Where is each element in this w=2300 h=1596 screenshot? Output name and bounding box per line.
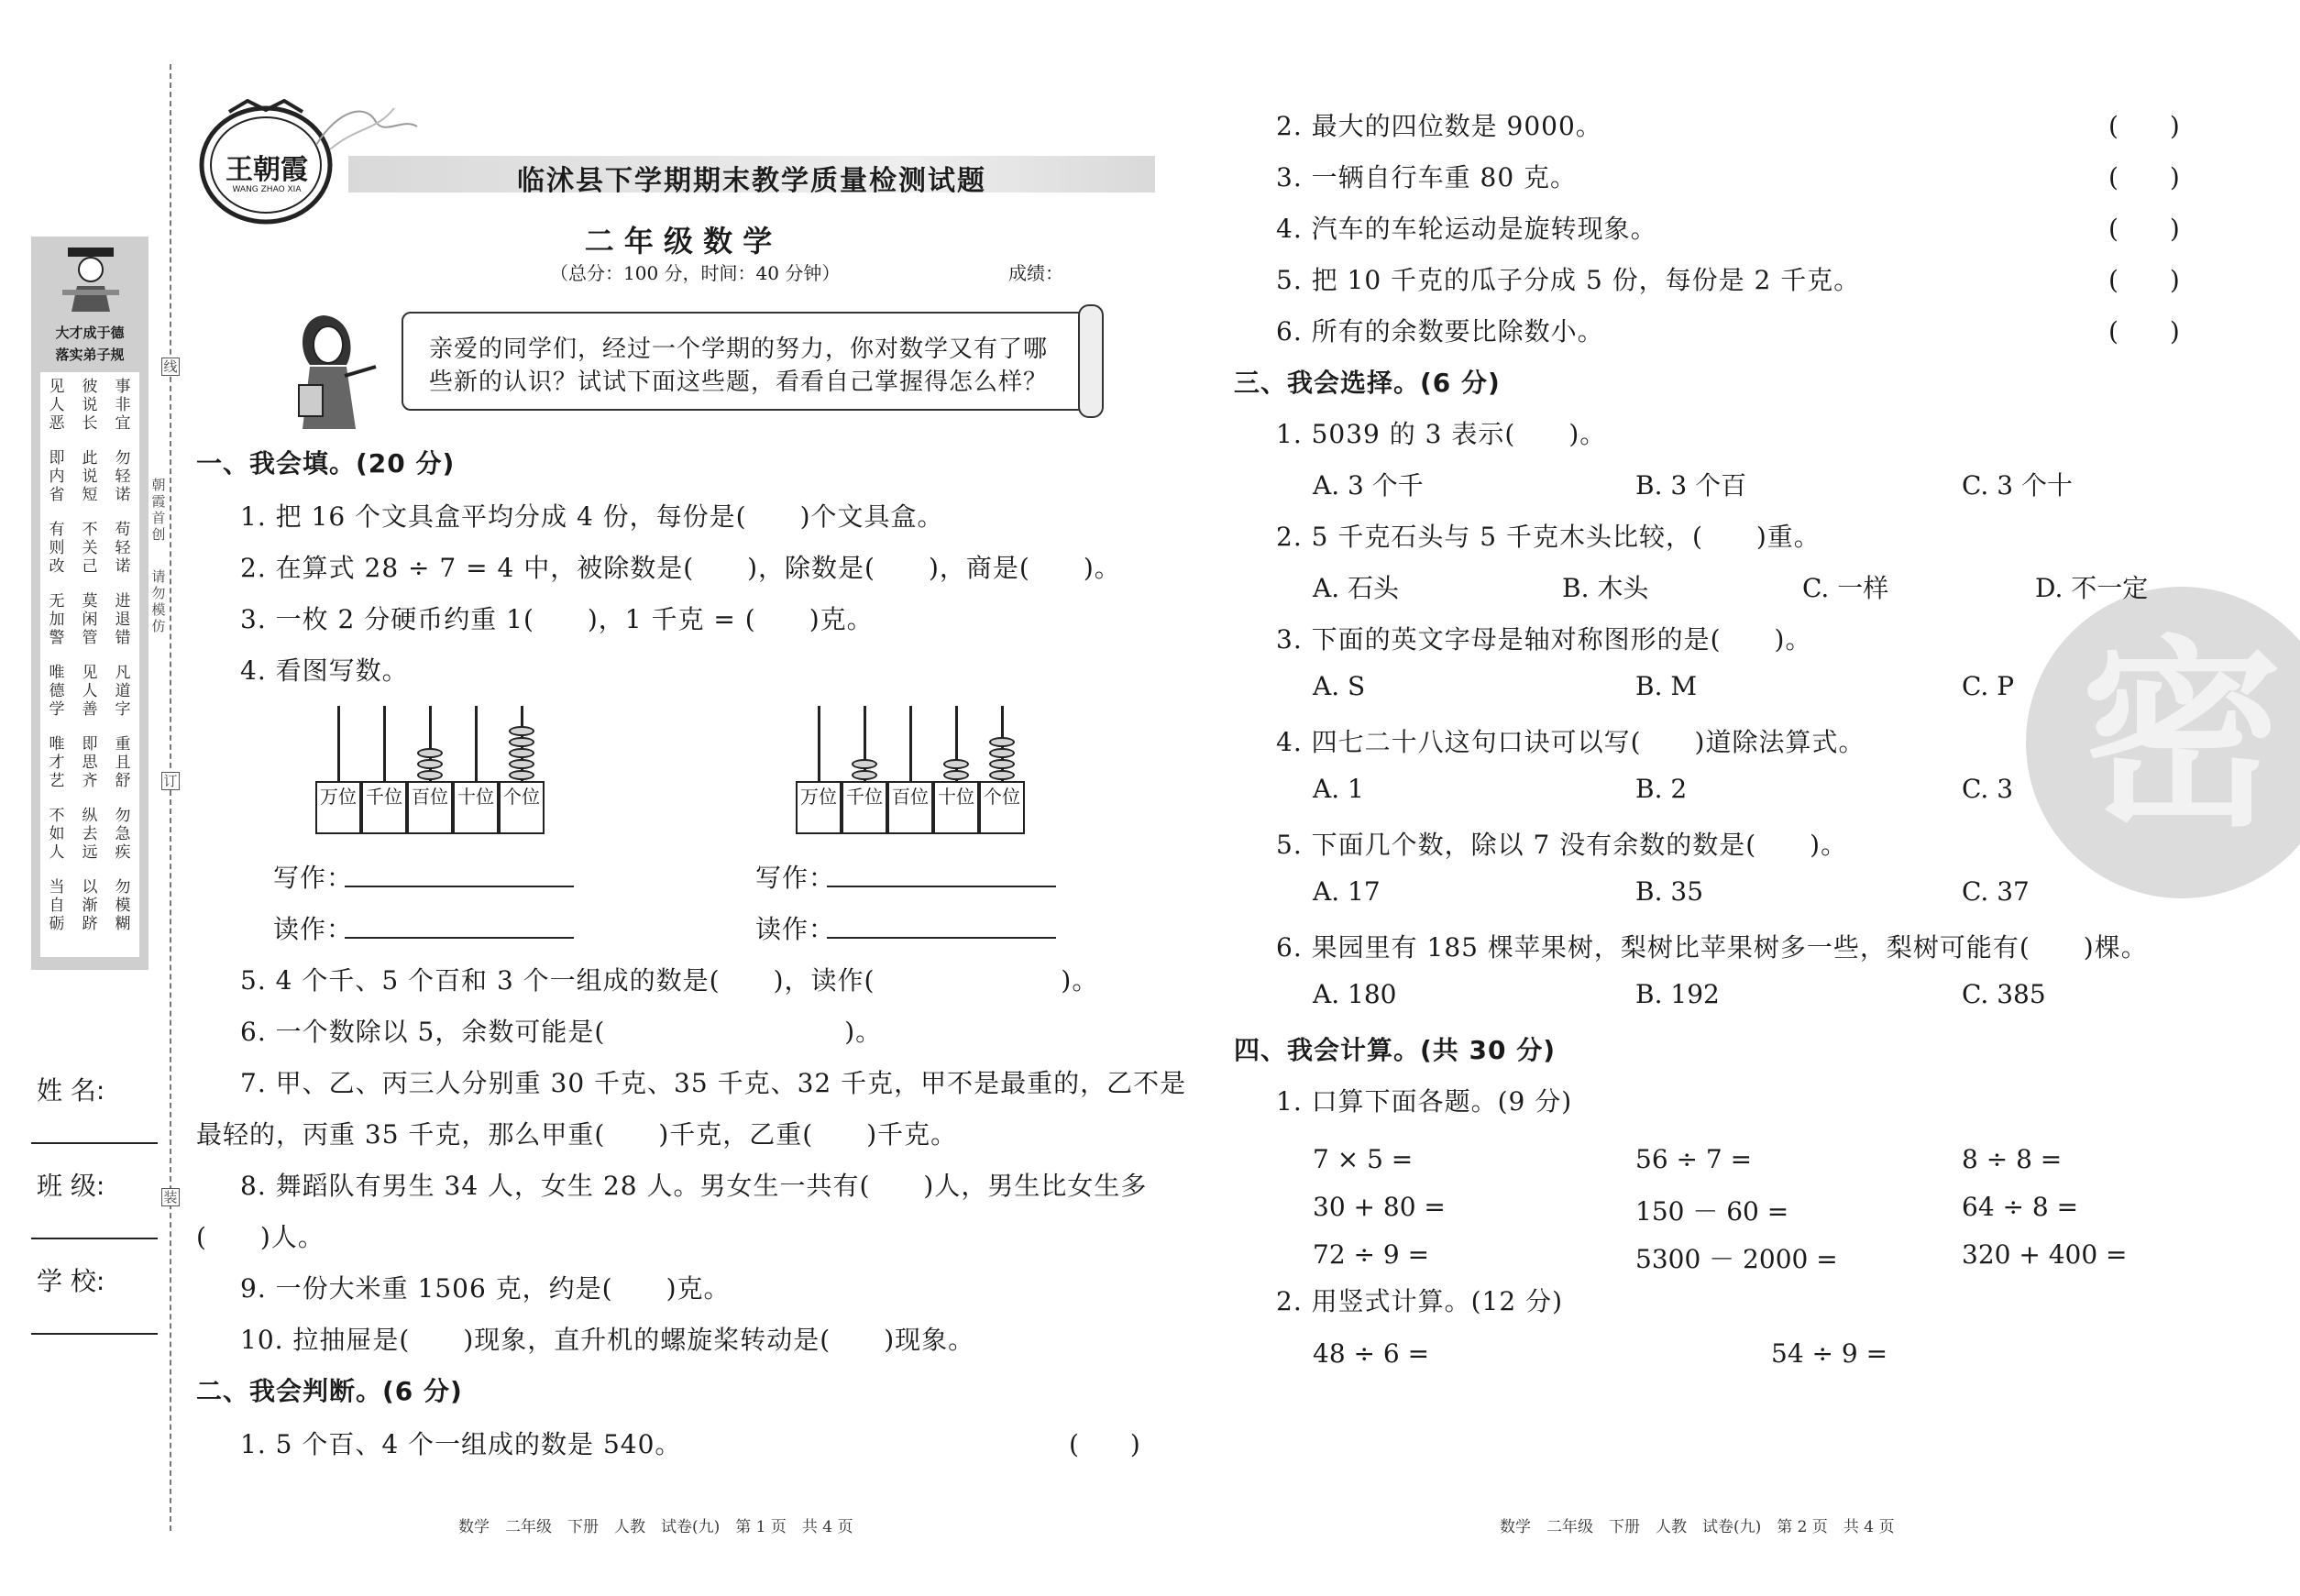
s1-question-5: 5. 4 个千、5 个百和 3 个一组成的数是( )，读作( )。 <box>240 965 1099 996</box>
maxim-phrase: 彼说长 <box>82 378 98 433</box>
confidential-watermark <box>2026 587 2300 935</box>
name-field[interactable] <box>31 1142 158 1144</box>
side-note-copy: 请勿模仿 <box>151 568 166 634</box>
abacus-bead <box>509 748 534 758</box>
maxim-title-2: 落实弟子规 <box>55 347 125 363</box>
choice-4-option-a[interactable]: A. 1 <box>1313 774 1364 804</box>
scroll-roll-icon <box>1078 304 1104 418</box>
abacus-bead <box>509 726 534 736</box>
maxim-phrase: 勿急疾 <box>115 807 131 862</box>
choice-question-2: 2. 5 千克石头与 5 千克木头比较，( )重。 <box>1276 522 1821 552</box>
intro-line-2: 些新的认识？试试下面这些题，看看自己掌握得怎么样？ <box>429 369 1049 396</box>
vertical-calc-item-2: 54 ÷ 9 = <box>1771 1338 1888 1369</box>
choice-question-6: 6. 果园里有 185 棵苹果树，梨树比苹果树多一些，梨树可能有( )棵。 <box>1276 932 2148 963</box>
score-label: 成绩： <box>1008 262 1063 284</box>
s1-question-7a: 7. 甲、乙、丙三人分别重 30 千克、35 千克、32 千克，甲不是最重的，乙不是 <box>240 1068 1187 1098</box>
choice-5-option-a[interactable]: A. 17 <box>1313 876 1381 907</box>
oral-calc-item: 30 + 80 = <box>1313 1192 1446 1222</box>
maxim-phrase: 苟轻诺 <box>115 521 131 576</box>
binding-dashed-line <box>170 64 171 1531</box>
maxim-phrase: 无加警 <box>49 592 65 647</box>
abacus-bead <box>417 748 443 758</box>
right-write-field[interactable] <box>827 886 1056 887</box>
choice-2-option-a[interactable]: A. 石头 <box>1313 573 1400 603</box>
abacus-bead <box>509 770 534 780</box>
s1-question-4: 4. 看图写数。 <box>240 655 409 686</box>
choice-6-option-b[interactable]: B. 192 <box>1635 979 1720 1009</box>
maxim-phrase: 不如人 <box>49 807 65 862</box>
abacus-bead <box>417 770 443 780</box>
abacus-rod <box>383 706 386 783</box>
judge-item-2: 2. 最大的四位数是 9000。 <box>1276 111 1602 141</box>
maxim-title-1: 大才成于德 <box>55 325 125 341</box>
maxim-phrase: 纵去远 <box>82 807 98 862</box>
choice-3-option-c[interactable]: C. P <box>1962 671 2015 701</box>
abacus-place-label: 千位 <box>361 781 407 834</box>
judge-bracket-1[interactable]: ( ) <box>1069 1429 1140 1459</box>
intro-line-1: 亲爱的同学们，经过一个学期的努力，你对数学又有了哪 <box>429 336 1049 363</box>
maxim-phrase: 当自砺 <box>49 878 65 933</box>
oral-calc-item: 64 ÷ 8 = <box>1962 1192 2079 1222</box>
subject-title: 二 年 级 数 学 <box>584 224 773 259</box>
footer-page-1: 数学 二年级 下册 人教 试卷(九) 第 1 页 共 4 页 <box>458 1518 853 1536</box>
choice-2-option-d[interactable]: D. 不一定 <box>2035 573 2149 603</box>
abacus-place-label: 个位 <box>499 781 545 834</box>
judge-item-6: 6. 所有的余数要比除数小。 <box>1276 316 1604 347</box>
choice-1-option-a[interactable]: A. 3 个千 <box>1313 470 1424 501</box>
section-4-title: 四、我会计算。(共 30 分) <box>1234 1035 1557 1065</box>
s1-question-9: 9. 一份大米重 1506 克，约是( )克。 <box>240 1273 731 1304</box>
maxim-column <box>81 378 99 950</box>
abacus-bead <box>943 759 969 769</box>
left-write-label: 写作： <box>273 863 354 893</box>
section-1-title: 一、我会填。(20 分) <box>196 448 456 479</box>
left-read-label: 读作： <box>273 914 354 944</box>
choice-question-5: 5. 下面几个数，除以 7 没有余数的数是( )。 <box>1276 830 1848 860</box>
abacus-place-label: 百位 <box>887 781 933 834</box>
left-read-field[interactable] <box>345 937 574 939</box>
vertical-calc-item-1: 48 ÷ 6 = <box>1313 1338 1430 1369</box>
abacus-bead <box>417 759 443 769</box>
maxim-phrase: 以渐跻 <box>82 878 98 933</box>
judge-bracket-2[interactable]: ( ) <box>2108 111 2180 141</box>
seal-char-bind: 装 <box>161 1188 180 1206</box>
abacus-place-label: 千位 <box>842 781 887 834</box>
s1-question-8a: 8. 舞蹈队有男生 34 人，女生 28 人。男女生一共有( )人，男生比女生多 <box>240 1171 1148 1201</box>
judge-bracket-4[interactable]: ( ) <box>2108 214 2180 244</box>
maxim-phrase: 重且舒 <box>115 735 131 790</box>
maxim-phrase: 勿轻诺 <box>115 449 131 504</box>
choice-5-option-b[interactable]: B. 35 <box>1635 876 1704 907</box>
abacus-rod <box>475 706 478 783</box>
maxim-phrase: 莫闲管 <box>82 592 98 647</box>
maxim-column <box>114 378 132 950</box>
maxim-phrase: 见人恶 <box>49 378 65 433</box>
maxim-phrase: 即思齐 <box>82 735 98 790</box>
maxim-text-area <box>40 372 139 957</box>
judge-bracket-6[interactable]: ( ) <box>2108 316 2180 347</box>
abacus-rod <box>818 706 820 783</box>
side-note-origin: 朝霞首创 <box>151 477 166 543</box>
choice-4-option-b[interactable]: B. 2 <box>1635 774 1688 804</box>
s1-question-3: 3. 一枚 2 分硬币约重 1( )，1 千克 = ( )克。 <box>240 604 874 634</box>
abacus-bead <box>943 770 969 780</box>
abacus-place-label: 个位 <box>979 781 1025 834</box>
footer-page-2: 数学 二年级 下册 人教 试卷(九) 第 2 页 共 4 页 <box>1500 1518 1895 1536</box>
maxim-panel <box>31 237 149 970</box>
exam-meta: （总分：100 分，时间：40 分钟） <box>550 262 841 284</box>
teacher-figure-icon <box>292 312 383 431</box>
abacus-rod <box>337 706 340 783</box>
maxim-phrase: 不关己 <box>82 521 98 576</box>
choice-6-option-a[interactable]: A. 180 <box>1313 979 1397 1009</box>
oral-calc-subtitle: 1. 口算下面各题。(9 分) <box>1276 1086 1573 1117</box>
section-3-title: 三、我会选择。(6 分) <box>1234 368 1501 398</box>
choice-question-3: 3. 下面的英文字母是轴对称图形的是( )。 <box>1276 624 1812 655</box>
abacus-bead <box>852 759 877 769</box>
choice-1-option-c[interactable]: C. 3 个十 <box>1962 470 2073 501</box>
judge-bracket-3[interactable]: ( ) <box>2108 162 2180 193</box>
abacus-place-label: 万位 <box>315 781 361 834</box>
oral-calc-item: 56 ÷ 7 = <box>1635 1144 1753 1174</box>
maxim-phrase: 见人善 <box>82 664 98 719</box>
class-field[interactable] <box>31 1238 158 1239</box>
seal-char-line: 线 <box>161 358 180 376</box>
choice-3-option-a[interactable]: A. S <box>1313 671 1366 701</box>
maxim-phrase: 有则改 <box>49 521 65 576</box>
abacus-bead <box>852 770 877 780</box>
judge-item-4: 4. 汽车的车轮运动是旋转现象。 <box>1276 214 1657 244</box>
right-read-label: 读作： <box>755 914 836 944</box>
maxim-phrase: 即内省 <box>49 449 65 504</box>
judge-item-1: 1. 5 个百、4 个一组成的数是 540。 <box>240 1429 682 1459</box>
exam-title: 临沭县下学期期末教学质量检测试题 <box>517 165 986 197</box>
abacus-bead <box>989 759 1015 769</box>
abacus-place-label: 百位 <box>407 781 453 834</box>
watermark-glyph: 密 <box>2080 619 2283 853</box>
ribbon-decoration-icon <box>312 99 422 154</box>
oral-calc-item: 72 ÷ 9 = <box>1313 1239 1430 1270</box>
s1-question-2: 2. 在算式 28 ÷ 7 = 4 中，被除数是( )，除数是( )，商是( )。 <box>240 553 1121 583</box>
choice-4-option-c[interactable]: C. 3 <box>1962 774 2014 804</box>
abacus-left <box>315 706 545 834</box>
judge-bracket-5[interactable]: ( ) <box>2108 265 2180 295</box>
scholar-figure-icon <box>59 246 123 312</box>
abacus-bead <box>509 759 534 769</box>
choice-3-option-b[interactable]: B. M <box>1635 671 1698 701</box>
section-2-title: 二、我会判断。(6 分) <box>196 1376 463 1406</box>
school-field[interactable] <box>31 1333 158 1335</box>
abacus-bead <box>989 770 1015 780</box>
seal-char-order: 订 <box>161 772 180 790</box>
abacus-bead <box>989 737 1015 747</box>
right-read-field[interactable] <box>827 937 1056 939</box>
brand-logo-text: 王朝霞 <box>226 154 308 186</box>
vertical-calc-subtitle: 2. 用竖式计算。(12 分) <box>1276 1286 1563 1316</box>
abacus-bead <box>509 737 534 747</box>
class-label: 班 级: <box>37 1171 105 1201</box>
oral-calc-item: 8 ÷ 8 = <box>1962 1144 2063 1174</box>
maxim-phrase: 凡道字 <box>115 664 131 719</box>
choice-1-option-b[interactable]: B. 3 个百 <box>1635 470 1747 501</box>
oral-calc-item: 320 + 400 = <box>1962 1239 2128 1270</box>
abacus-rod <box>909 706 912 783</box>
judge-item-3: 3. 一辆自行车重 80 克。 <box>1276 162 1578 193</box>
maxim-phrase: 唯才艺 <box>49 735 65 790</box>
maxim-phrase: 进退错 <box>115 592 131 647</box>
name-label: 姓 名: <box>37 1075 105 1106</box>
maxim-phrase: 勿模糊 <box>115 878 131 933</box>
s1-question-10: 10. 拉抽屉是( )现象，直升机的螺旋桨转动是( )现象。 <box>240 1325 975 1355</box>
choice-5-option-c[interactable]: C. 37 <box>1962 876 2030 907</box>
oral-calc-item: 150 － 60 = <box>1635 1196 1789 1227</box>
maxim-phrase: 事非宜 <box>115 378 131 433</box>
brand-logo-subtext: WANG ZHAO XIA <box>232 185 302 194</box>
maxim-phrase: 唯德学 <box>49 664 65 719</box>
s1-question-8b: ( )人。 <box>196 1222 325 1252</box>
choice-2-option-c[interactable]: C. 一样 <box>1802 573 1889 603</box>
choice-question-4: 4. 四七二十八这句口诀可以写( )道除法算式。 <box>1276 727 1865 757</box>
school-label: 学 校: <box>37 1266 105 1296</box>
left-write-field[interactable] <box>345 886 574 887</box>
oral-calc-item: 5300 － 2000 = <box>1635 1244 1838 1274</box>
abacus-place-label: 十位 <box>933 781 979 834</box>
judge-item-5: 5. 把 10 千克的瓜子分成 5 份，每份是 2 千克。 <box>1276 265 1861 295</box>
abacus-right <box>796 706 1025 834</box>
s1-question-1: 1. 把 16 个文具盒平均分成 4 份，每份是( )个文具盒。 <box>240 501 944 532</box>
s1-question-7b: 最轻的，丙重 35 千克，那么甲重( )千克，乙重( )千克。 <box>196 1119 958 1150</box>
abacus-bead <box>989 748 1015 758</box>
s1-question-6: 6. 一个数除以 5，余数可能是( )。 <box>240 1017 883 1047</box>
maxim-column <box>48 378 66 950</box>
abacus-place-label: 十位 <box>453 781 499 834</box>
right-write-label: 写作： <box>755 863 836 893</box>
choice-question-1: 1. 5039 的 3 表示( )。 <box>1276 419 1607 449</box>
choice-2-option-b[interactable]: B. 木头 <box>1562 573 1649 603</box>
abacus-place-label: 万位 <box>796 781 842 834</box>
oral-calc-item: 7 × 5 = <box>1313 1144 1414 1174</box>
maxim-phrase: 此说短 <box>82 449 98 504</box>
choice-6-option-c[interactable]: C. 385 <box>1962 979 2046 1009</box>
